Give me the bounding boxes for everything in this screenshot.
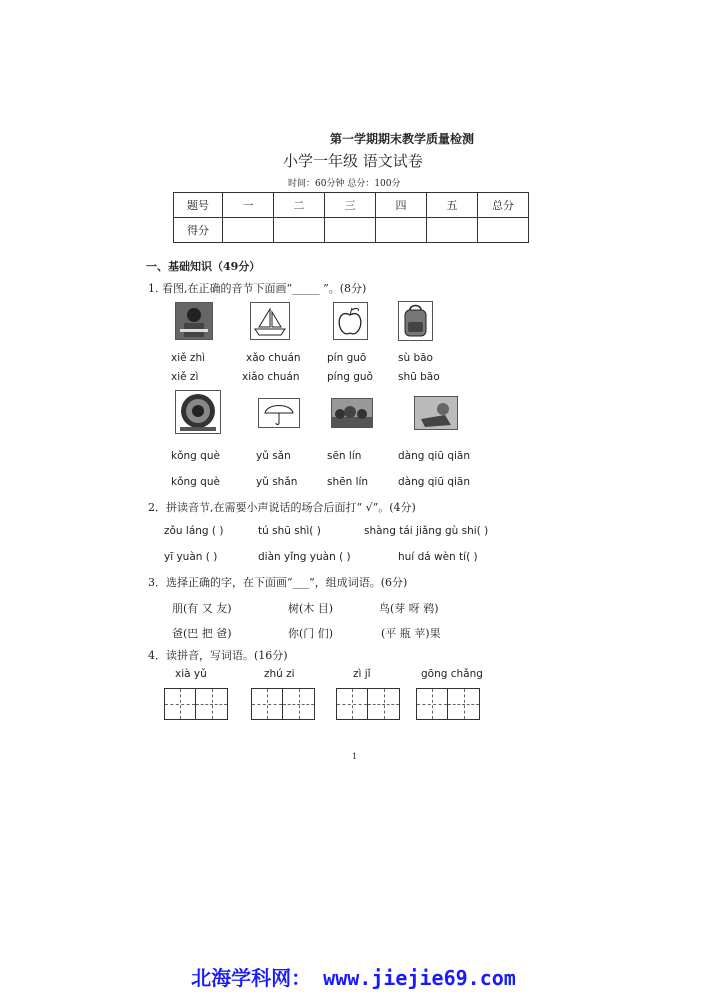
score-table-score-row (174, 218, 529, 243)
exam-meta: 时间：60分钟 总分：100分 (288, 179, 401, 189)
pinyin-option: xǎo chuán (246, 352, 301, 364)
exam-name: 第一学期期末教学质量检测 (330, 132, 475, 146)
table-cell (427, 218, 478, 243)
question-4-text: 4．读拼音，写词语。(16分) (148, 649, 288, 662)
apple-picture (333, 302, 368, 340)
boat-picture (250, 302, 290, 340)
pinyin-prompt: zhú zi (264, 668, 295, 680)
backpack-picture (398, 301, 433, 341)
forest-picture (331, 398, 373, 428)
pinyin-option: xiǎo chuán (242, 371, 300, 383)
pinyin-prompt: gōng chǎng (421, 668, 483, 680)
peacock-picture (175, 390, 221, 434)
writing-grid (251, 688, 315, 722)
pinyin-option: kǒng què (171, 476, 220, 488)
char-choice: 朋(有 又 友) (172, 602, 232, 615)
table-cell: 一 (223, 193, 274, 218)
pinyin-option: sēn lín (327, 450, 362, 462)
question-3-text: 3．选择正确的字，在下面画“___”，组成词语。(6分) (148, 576, 408, 589)
table-cell (478, 218, 529, 243)
pinyin-option: xiě zhì (171, 352, 206, 364)
pinyin-item: yī yuàn ( ) (164, 551, 218, 563)
char-choice: (平 瓶 苹)果 (381, 627, 441, 640)
page-title: 小学一年级 语文试卷 (283, 152, 423, 170)
pinyin-item: tú shū shì( ) (258, 525, 321, 537)
char-choice: 鸟(芽 呀 鸦) (379, 602, 439, 615)
table-cell: 四 (376, 193, 427, 218)
question-1-text: 1. 看图,在正确的音节下面画“_____ ”。(8分) (148, 282, 367, 295)
pinyin-option: xiě zì (171, 371, 199, 383)
table-cell: 二 (274, 193, 325, 218)
pinyin-option: shēn lín (327, 476, 369, 488)
pinyin-option: yǔ shǎn (256, 476, 298, 488)
pinyin-option: pín guō (327, 352, 367, 364)
pinyin-option: dàng qiū qiān (398, 476, 471, 488)
table-cell (376, 218, 427, 243)
section-heading: 一、基础知识（49分） (146, 260, 261, 273)
table-cell: 题号 (174, 193, 223, 218)
table-cell (325, 218, 376, 243)
question-2-text: 2．拼读音节,在需要小声说话的场合后面打“ √”。(4分) (148, 501, 416, 514)
writing-grid (336, 688, 400, 722)
char-choice: 树(木 目) (288, 602, 334, 615)
pinyin-prompt: zì jǐ (353, 668, 371, 680)
page-number: 1 (352, 752, 358, 761)
score-table (173, 192, 529, 243)
writing-grid (416, 688, 480, 722)
pinyin-prompt: xià yǔ (175, 668, 207, 680)
pinyin-item: huí dá wèn tí( ) (398, 551, 478, 563)
writing-child-picture (175, 302, 213, 340)
table-cell: 五 (427, 193, 478, 218)
table-cell: 三 (325, 193, 376, 218)
table-cell (274, 218, 325, 243)
pinyin-option: yǔ sǎn (256, 450, 291, 462)
pinyin-option: shū bāo (398, 371, 440, 383)
score-table-header-row (174, 193, 529, 218)
table-cell: 得分 (174, 218, 223, 243)
pinyin-option: sù bāo (398, 352, 433, 364)
pinyin-item: zǒu láng ( ) (164, 525, 224, 537)
writing-grid (164, 688, 228, 722)
char-choice: 爸(巴 把 爸) (172, 627, 232, 640)
pinyin-option: dàng qiū qiān (398, 450, 471, 462)
footer-watermark: 北海学科网： www.jiejie69.com (191, 966, 516, 990)
umbrella-picture (258, 398, 300, 428)
table-cell (223, 218, 274, 243)
pinyin-option: píng guǒ (327, 371, 373, 383)
swing-picture (414, 396, 458, 430)
pinyin-option: kǒng què (171, 450, 220, 462)
table-cell: 总分 (478, 193, 529, 218)
char-choice: 你(门 们) (288, 627, 334, 640)
pinyin-item: diàn yǐng yuàn ( ) (258, 551, 351, 563)
pinyin-item: shàng tái jiǎng gù shi( ) (364, 525, 489, 537)
